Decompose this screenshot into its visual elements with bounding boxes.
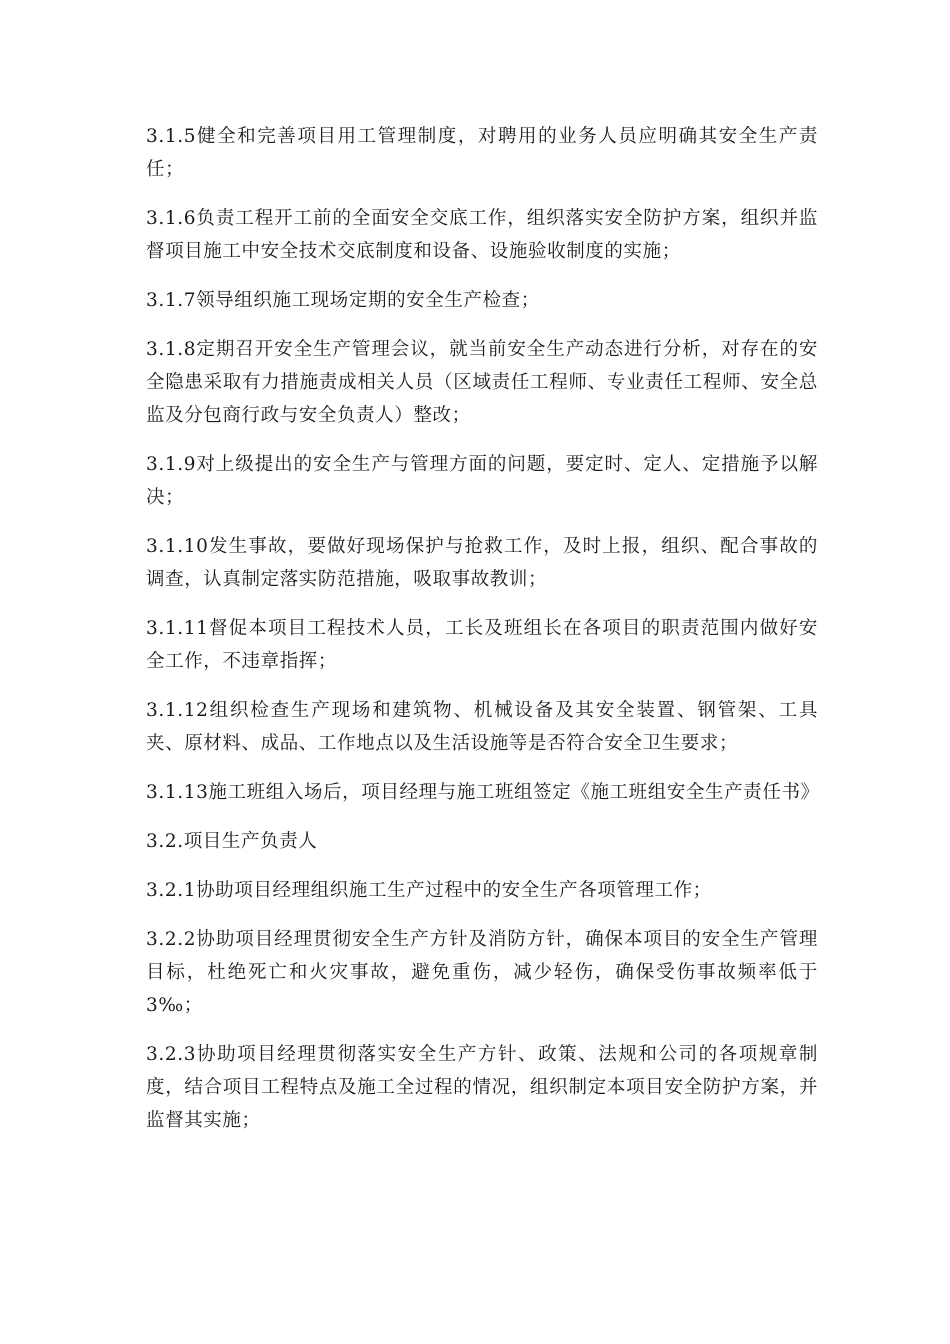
clause-3-2-1: 3.2.1协助项目经理组织施工生产过程中的安全生产各项管理工作；: [146, 880, 712, 901]
clause-3-1-13: 3.1.13施工班组入场后，项目经理与施工班组签定《施工班组安全生产责任书》: [146, 782, 820, 803]
clause-3-1-8: 3.1.8定期召开安全生产管理会议，就当前安全生产动态进行分析，对存在的安全隐患采取有力措施责成相关人员（区域责任工程师、专业责任工程师、安全总监及分包商行政与安全负责人）整改；: [146, 339, 818, 426]
clause-3-1-10: 3.1.10发生事故，要做好现场保护与抢救工作，及时上报，组织、配合事故的调查，认真制定落实防范措施，吸取事故教训；: [146, 536, 818, 590]
clause-3-1-5: 3.1.5健全和完善项目用工管理制度，对聘用的业务人员应明确其安全生产责任；: [146, 126, 818, 180]
clause-3-1-9: 3.1.9对上级提出的安全生产与管理方面的问题，要定时、定人、定措施予以解决；: [146, 454, 818, 508]
clause-3-1-12: 3.1.12组织检查生产现场和建筑物、机械设备及其安全装置、钢管架、工具夹、原材料、成品、工作地点以及生活设施等是否符合安全卫生要求；: [146, 700, 818, 754]
section-heading-3-2: 3.2.项目生产负责人: [146, 831, 318, 852]
clause-3-1-6: 3.1.6负责工程开工前的全面安全交底工作，组织落实安全防护方案，组织并监督项目施工中安全技术交底制度和设备、设施验收制度的实施；: [146, 208, 818, 262]
clause-3-2-2: 3.2.2协助项目经理贯彻安全生产方针及消防方针，确保本项目的安全生产管理目标，杜绝死亡和火灾事故，避免重伤，减少轻伤，确保受伤事故频率低于3‰；: [146, 929, 818, 1016]
clause-3-2-3: 3.2.3协助项目经理贯彻落实安全生产方针、政策、法规和公司的各项规章制度，结合项目工程特点及施工全过程的情况，组织制定本项目安全防护方案，并监督其实施；: [146, 1044, 818, 1131]
clause-3-1-11: 3.1.11督促本项目工程技术人员，工长及班组长在各项目的职责范围内做好安全工作，不违章指挥；: [146, 618, 818, 672]
clause-3-1-7: 3.1.7领导组织施工现场定期的安全生产检查；: [146, 290, 540, 311]
document-body: [146, 120, 818, 1153]
